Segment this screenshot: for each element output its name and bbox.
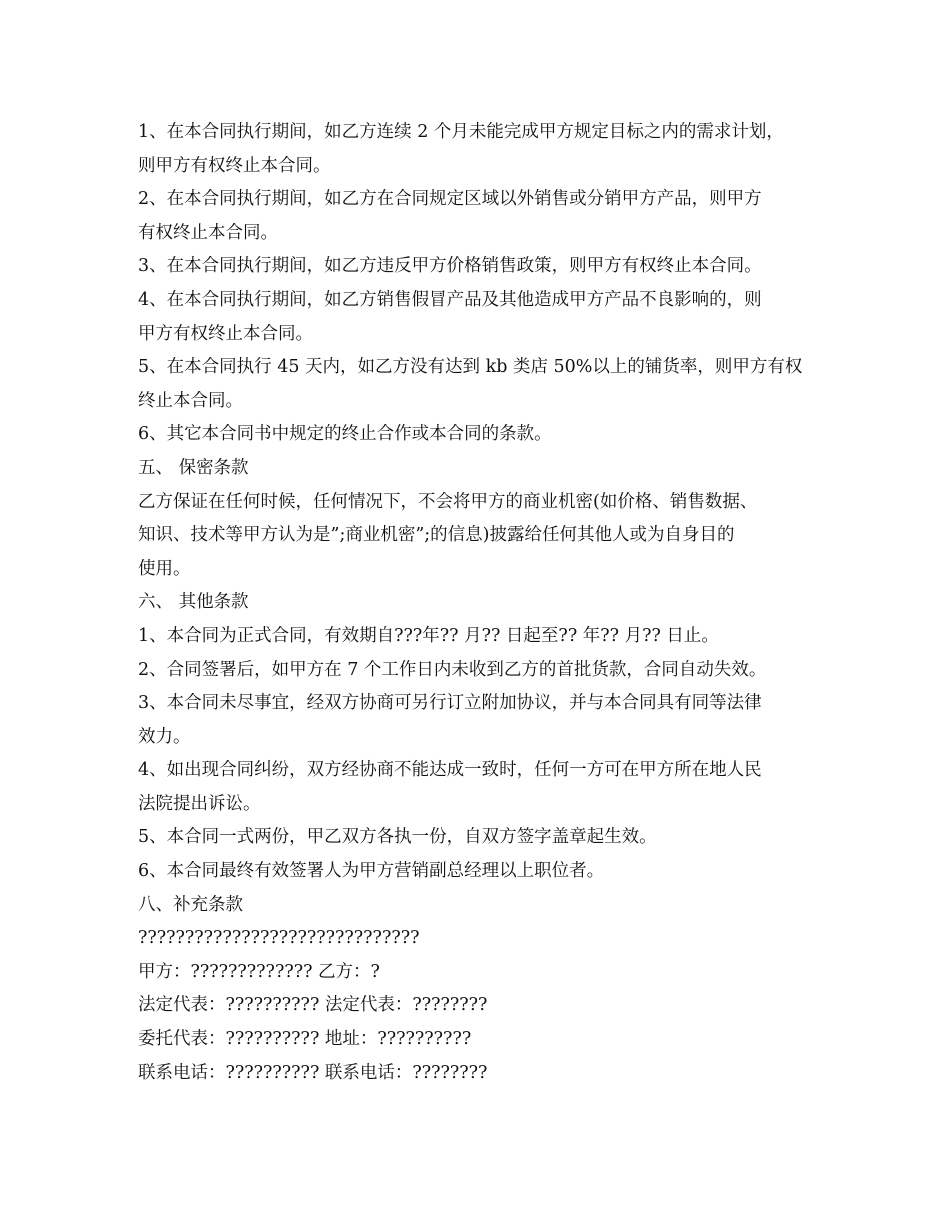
other-clause-2-line: 2、合同签署后，如甲方在 7 个工作日内未收到乙方的首批货款，合同自动失效。: [138, 659, 767, 680]
clause-6-line: 6、其它本合同书中规定的终止合作或本合同的条款。: [138, 424, 552, 445]
supplementary-placeholder: ??????????????????????????????: [138, 928, 420, 949]
other-clause-1-line: 1、本合同为正式合同，有效期自???年?? 月?? 日起至?? 年?? 月?? 日止。: [138, 625, 719, 646]
party-names-line: 甲方：????????????? 乙方：?: [138, 961, 380, 982]
clause-1-line-2: 则甲方有权终止本合同。: [138, 155, 331, 176]
confidentiality-line-3: 使用。: [138, 558, 191, 579]
confidentiality-line-2: 知识、技术等甲方认为是”;商业机密”;的信息)披露给任何其他人或为自身目的: [138, 525, 735, 546]
other-clause-4-line-1: 4、如出现合同纠纷，双方经协商不能达成一致时，任何一方可在甲方所在地人民: [138, 760, 762, 781]
clause-3-line: 3、在本合同执行期间，如乙方违反甲方价格销售政策，则甲方有权终止本合同。: [138, 256, 762, 277]
legal-representatives-line: 法定代表：?????????? 法定代表：????????: [138, 995, 488, 1016]
section-5-heading: 五、 保密条款: [138, 457, 249, 478]
section-6-heading: 六、 其他条款: [138, 592, 249, 613]
clause-2-line-1: 2、在本合同执行期间，如乙方在合同规定区域以外销售或分销甲方产品，则甲方: [138, 189, 762, 210]
other-clause-4-line-2: 法院提出诉讼。: [138, 793, 261, 814]
clause-4-line-2: 甲方有权终止本合同。: [138, 323, 313, 344]
other-clause-5-line: 5、本合同一式两份，甲乙双方各执一份，自双方签字盖章起生效。: [138, 827, 657, 848]
clause-5-line-2: 终止本合同。: [138, 390, 243, 411]
section-8-heading: 八、补充条款: [138, 894, 243, 915]
clause-5-line-1: 5、在本合同执行 45 天内，如乙方没有达到 kb 类店 50%以上的铺货率，则甲方有权: [138, 357, 803, 378]
clause-1-line-1: 1、在本合同执行期间，如乙方连续 2 个月未能完成甲方规定目标之内的需求计划，: [138, 122, 784, 142]
delegate-address-line: 委托代表：?????????? 地址：??????????: [138, 1029, 472, 1050]
document-body: [138, 116, 818, 1090]
other-clause-3-line-1: 3、本合同未尽事宜，经双方协商可另行订立附加协议，并与本合同具有同等法律: [138, 693, 762, 714]
clause-4-line-1: 4、在本合同执行期间，如乙方销售假冒产品及其他造成甲方产品不良影响的，则: [138, 289, 762, 310]
clause-2-line-2: 有权终止本合同。: [138, 222, 278, 243]
contact-phones-line: 联系电话：?????????? 联系电话：????????: [138, 1062, 488, 1083]
other-clause-6-line: 6、本合同最终有效签署人为甲方营销副总经理以上职位者。: [138, 861, 605, 882]
other-clause-3-line-2: 效力。: [138, 726, 191, 747]
confidentiality-line-1: 乙方保证在任何时候，任何情况下，不会将甲方的商业机密(如价格、销售数据、: [138, 491, 758, 512]
